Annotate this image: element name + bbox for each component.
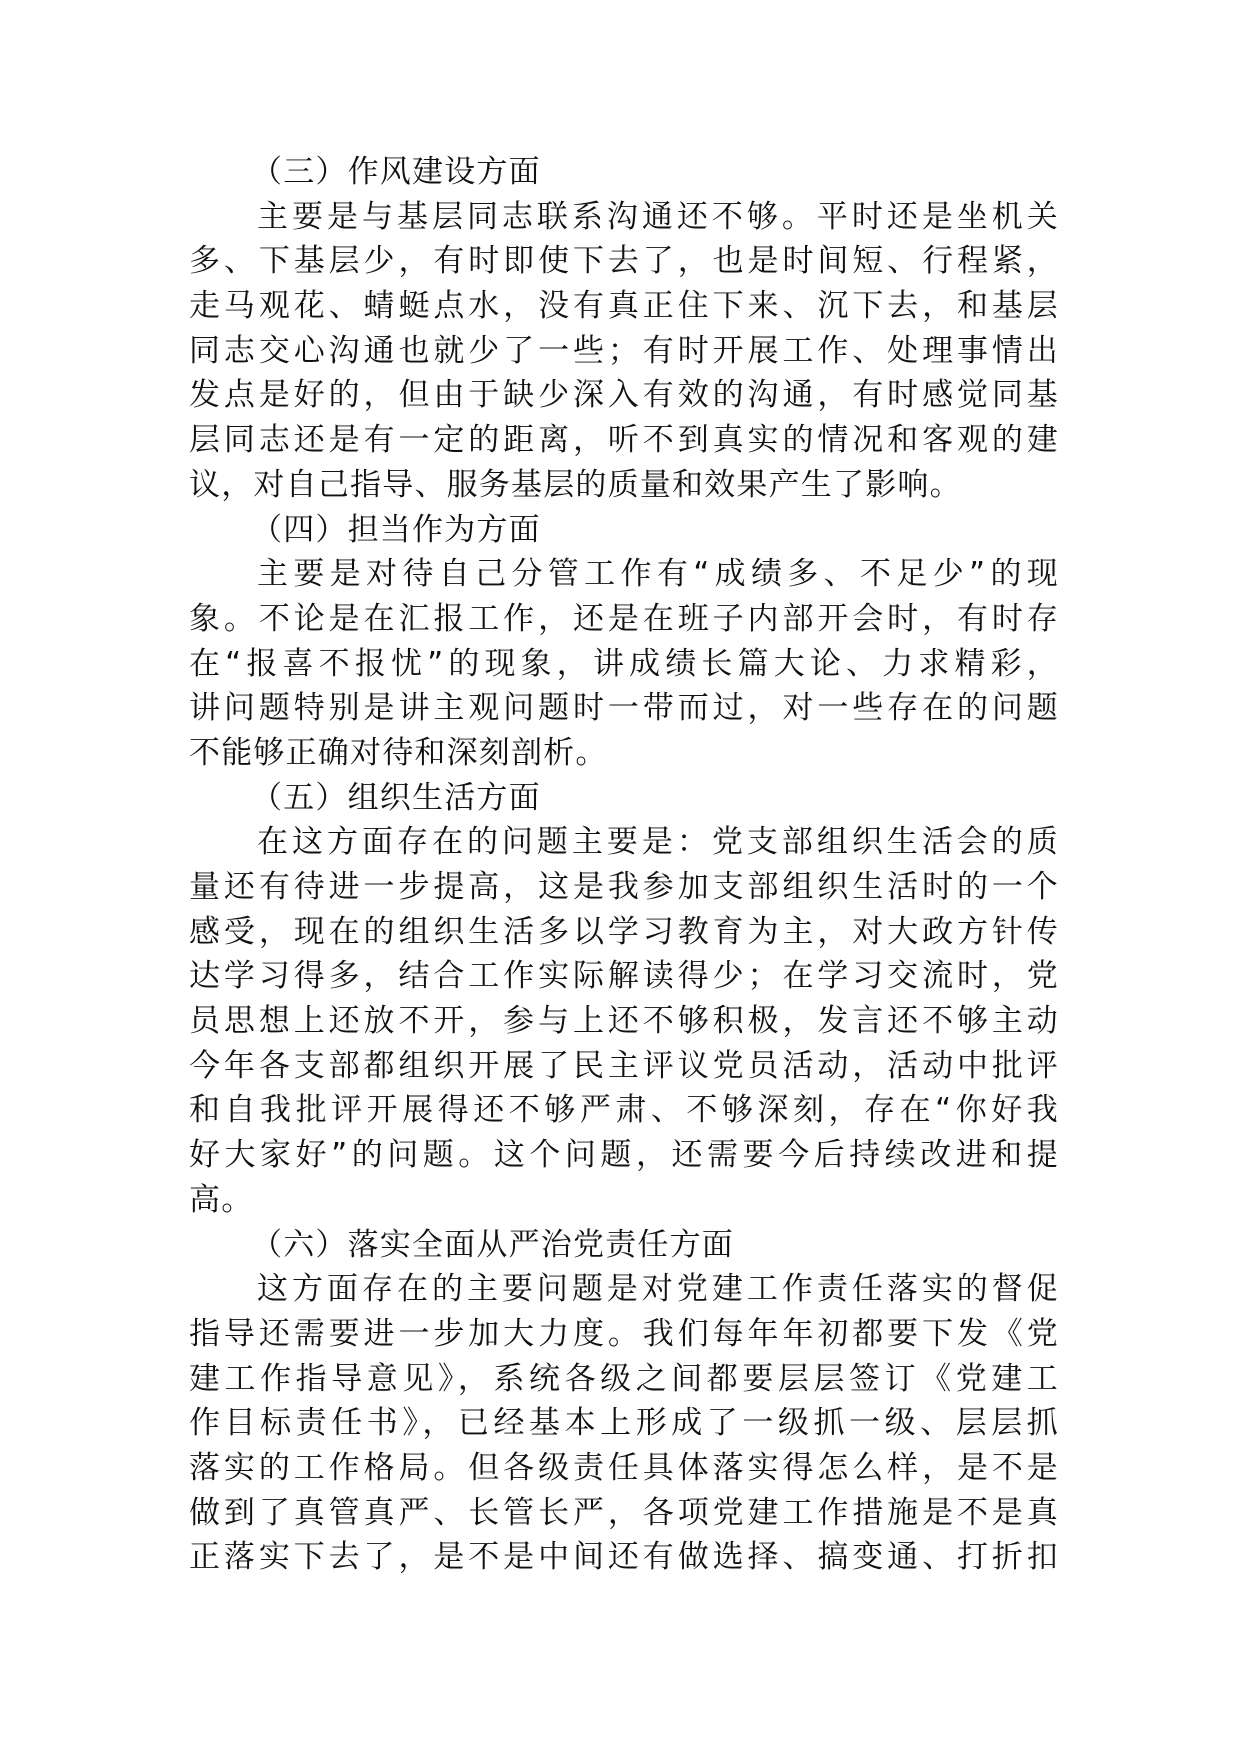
paragraph-line: 量还有待进一步提高，这是我参加支部组织生活时的一个 bbox=[189, 869, 1059, 905]
document-body bbox=[189, 150, 1059, 1580]
paragraph-line: 议，对自己指导、服务基层的质量和效果产生了影响。 bbox=[189, 466, 962, 503]
paragraph-line: 建工作指导意见》，系统各级之间都要层层签订《党建工 bbox=[189, 1360, 1059, 1397]
paragraph-line: 多、下基层少，有时即使下去了，也是时间短、行程紧， bbox=[189, 243, 1059, 280]
paragraph-line: 作目标责任书》，已经基本上形成了一级抓一级、层层抓 bbox=[189, 1405, 1059, 1442]
paragraph-line: 高。 bbox=[189, 1181, 254, 1218]
paragraph-line: 感受，现在的组织生活多以学习教育为主，对大政方针传 bbox=[189, 913, 1059, 950]
paragraph-line: 做到了真管真严、长管长严，各项党建工作措施是不是真 bbox=[189, 1494, 1059, 1531]
paragraph-line: 层同志还是有一定的距离，听不到真实的情况和客观的建 bbox=[189, 422, 1059, 459]
section-heading-4: （四）担当作为方面 bbox=[251, 511, 541, 548]
paragraph-line: 不能够正确对待和深刻剖析。 bbox=[189, 734, 608, 771]
section-heading-6: （六）落实全面从严治党责任方面 bbox=[251, 1226, 734, 1263]
paragraph-line: 主要是对待自己分管工作有“成绩多、不足少”的现 bbox=[257, 556, 1059, 593]
paragraph-line: 主要是与基层同志联系沟通还不够。平时还是坐机关 bbox=[257, 198, 1059, 235]
paragraph-line: 指导还需要进一步加大力度。我们每年年初都要下发《党 bbox=[189, 1315, 1059, 1352]
paragraph-line: 走马观花、蜻蜓点水，没有真正住下来、沉下去，和基层 bbox=[189, 288, 1059, 325]
paragraph-line: 员思想上还放不开，参与上还不够积极，发言还不够主动 bbox=[189, 1003, 1059, 1040]
paragraph-line: 讲问题特别是讲主观问题时一带而过，对一些存在的问题 bbox=[189, 690, 1059, 727]
paragraph-line: 这方面存在的主要问题是对党建工作责任落实的督促 bbox=[257, 1271, 1059, 1308]
paragraph-line: 在“报喜不报忧”的现象，讲成绩长篇大论、力求精彩， bbox=[189, 645, 1059, 682]
paragraph-line: 同志交心沟通也就少了一些；有时开展工作、处理事情出 bbox=[189, 332, 1059, 369]
paragraph-line: 好大家好”的问题。这个问题，还需要今后持续改进和提 bbox=[189, 1137, 1059, 1174]
paragraph-line: 达学习得多，结合工作实际解读得少；在学习交流时，党 bbox=[189, 958, 1059, 995]
paragraph-line: 和自我批评开展得还不够严肃、不够深刻，存在“你好我 bbox=[189, 1092, 1059, 1129]
section-heading-5: （五）组织生活方面 bbox=[251, 779, 541, 816]
paragraph-line: 象。不论是在汇报工作，还是在班子内部开会时，有时存 bbox=[189, 600, 1059, 637]
paragraph-line: 今年各支部都组织开展了民主评议党员活动，活动中批评 bbox=[189, 1047, 1059, 1084]
paragraph-line: 正落实下去了，是不是中间还有做选择、搞变通、打折扣 bbox=[189, 1539, 1059, 1576]
section-heading-3: （三）作风建设方面 bbox=[251, 154, 541, 190]
paragraph-line: 在这方面存在的问题主要是：党支部组织生活会的质 bbox=[257, 824, 1059, 861]
paragraph-line: 发点是好的，但由于缺少深入有效的沟通，有时感觉同基 bbox=[189, 377, 1059, 414]
paragraph-line: 落实的工作格局。但各级责任具体落实得怎么样，是不是 bbox=[189, 1449, 1059, 1486]
